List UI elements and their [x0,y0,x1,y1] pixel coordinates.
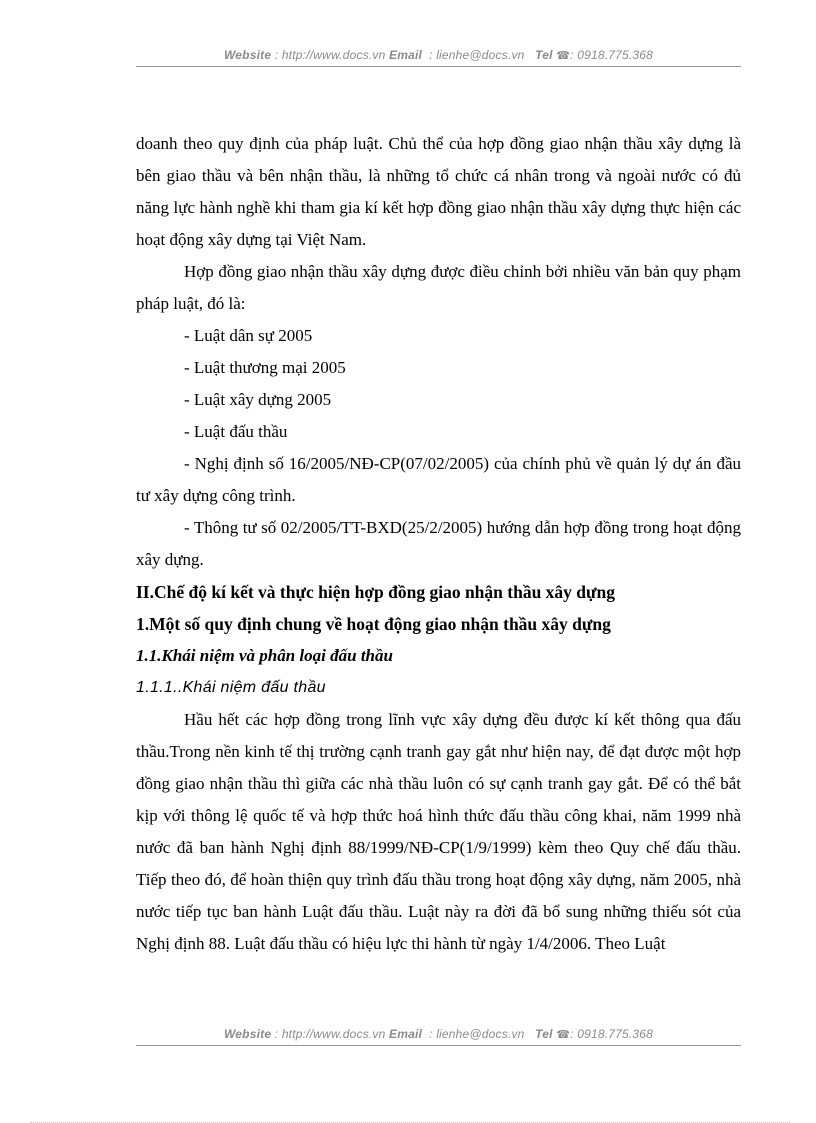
page-footer [136,1027,741,1041]
email-label: Email [389,1027,423,1041]
list-item: - Luật xây dựng 2005 [184,390,332,409]
header-rule [136,66,741,67]
section-heading: II.Chế độ kí kết và thực hiện hợp đồng giao nhận thầu xây dựng [136,582,616,602]
tel-label: Tel [535,48,553,62]
footer-rule [136,1045,741,1046]
header-sep: : [271,1027,282,1041]
list-item: - Luật đấu thầu [184,422,288,441]
tel-value: : 0918.775.368 [570,1027,653,1041]
header-sep: : [425,48,437,62]
paragraph-1: doanh theo quy định của pháp luật. Chủ thể của hợp đồng giao nhận thầu xây dựng là bên giao thầu và bên nhận thầu, là những tổ chức cá nhân trong và ngoài nước có đủ năng lực hành nghề khi tham gia kí kết hợp đồng giao nhận thầu xây dựng thực hiện các hoạt động xây dựng tại Việt Nam. [136,134,741,249]
page-body [136,128,741,960]
subsection-heading: 1.Một số quy định chung về hoạt động giao nhận thầu xây dựng [136,614,611,634]
phone-icon: ☎ [556,1029,571,1041]
email-value[interactable]: lienhe@docs.vn [436,1027,525,1041]
email-value[interactable]: lienhe@docs.vn [436,48,525,62]
tel-value: : 0918.775.368 [570,48,653,62]
website-label: Website [224,1027,272,1041]
tel-label: Tel [535,1027,553,1041]
page-header [136,48,741,62]
paragraph-2: Hợp đồng giao nhận thầu xây dựng được điều chỉnh bởi nhiều văn bản quy phạm pháp luật, đó là: [136,262,741,313]
website-url[interactable]: http://www.docs.vn [281,1027,386,1041]
paragraph-4: - Thông tư số 02/2005/TT-BXD(25/2/2005) hướng dẫn hợp đồng trong hoạt động xây dựng. [136,518,741,569]
header-sep: : [425,1027,437,1041]
paragraph-3: - Nghị định số 16/2005/NĐ-CP(07/02/2005) của chính phủ về quản lý dự án đầu tư xây dựng công trình. [136,454,741,505]
list-item: - Luật dân sự 2005 [184,326,313,345]
list-item: - Luật thương mại 2005 [184,358,346,377]
email-label: Email [389,48,423,62]
website-label: Website [224,48,272,62]
item-heading: 1.1.1..Khái niệm đấu thầu [136,679,326,696]
paragraph-5: Hầu hết các hợp đồng trong lĩnh vực xây dựng đều được kí kết thông qua đấu thầu.Trong nền kinh tế thị trường cạnh tranh gay gắt như hiện nay, để đạt được một hợp đồng giao nhận thầu thì giữa các nhà thầu luôn có sự cạnh tranh gay gắt. Để có thể bắt kịp với thông lệ quốc tế và hợp thức hoá hình thức đấu thầu công khai, năm 1999 nhà nước đã ban hành Nghị định 88/1999/NĐ-CP(1/9/1999) kèm theo Quy chế đấu thầu. Tiếp theo đó, để hoàn thiện quy trình đấu thầu trong hoạt động xây dựng, năm 2005, nhà nước tiếp tục ban hành Luật đấu thầu. Luật này ra đời đã bổ sung những thiếu sót của Nghị định 88. Luật đấu thầu có hiệu lực thi hành từ ngày 1/4/2006. Theo Luật [136,710,741,953]
header-sep: : [271,48,282,62]
phone-icon: ☎ [556,50,571,62]
website-url[interactable]: http://www.docs.vn [281,48,386,62]
subsubsection-heading: 1.1.Khái niệm và phân loại đấu thầu [136,646,393,665]
